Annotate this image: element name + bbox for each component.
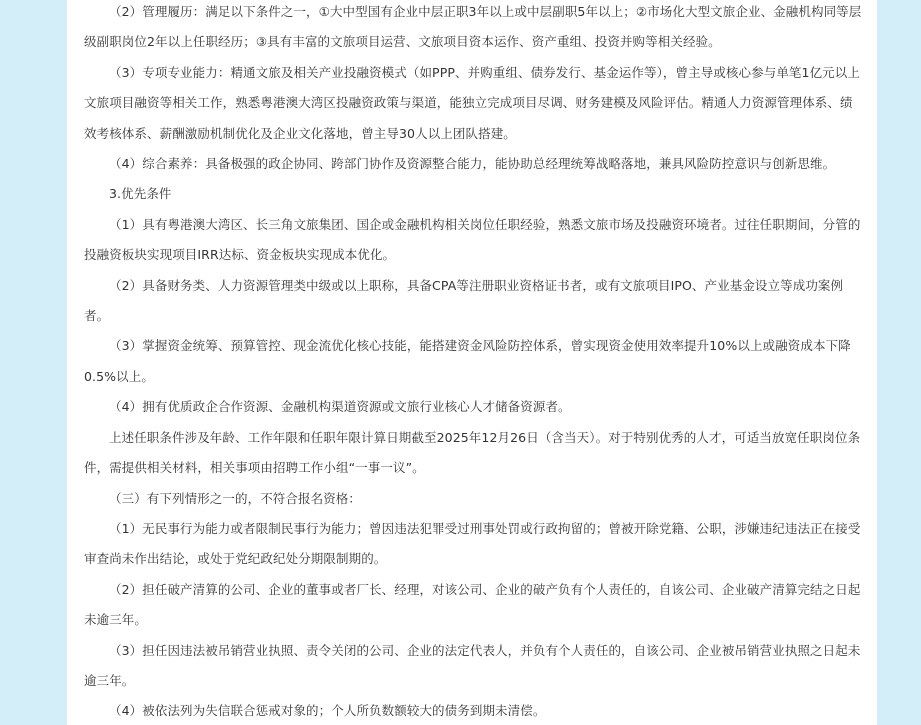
paragraph-preferred-3: （3）掌握资金统筹、预算管控、现金流优化核心技能，能搭建资金风险防控体系，曾实现资金使用效率提升10%以上或融资成本下降0.5%以上。 xyxy=(84,338,851,384)
paragraph-professional-ability: （3）专项专业能力：精通文旅及相关产业投融资模式（如PPP、并购重组、债券发行、基金运作等），曾主导或核心参与单笔1亿元以上文旅项目融资等相关工作，熟悉粤港澳大湾区投融资政策与渠道，能独立完成项目尽调、财务建模及风险评估。精通人力资源管理体系、绩效考核体系、薪酬激励机制优化及企业文化落地，曾主导30人以上团队搭建。 xyxy=(84,64,860,141)
paragraph-preferred-2: （2）具备财务类、人力资源管理类中级或以上职称，具备CPA等注册职业资格证书者，或有文旅项目IPO、产业基金设立等成功案例者。 xyxy=(84,277,844,324)
paragraph-management-experience: （2）管理履历：满足以下条件之一，①大中型国有企业中层正职3年以上或中层副职5年以上；②市场化大型文旅企业、金融机构同等层级副职岗位2年以上任职经历；③具有丰富的文旅项目运营、文旅项目资本运作、资产重组、投资并购等相关经验。 xyxy=(84,4,862,50)
section-heading-preferred-conditions: 3.优先条件 xyxy=(109,186,172,202)
paragraph-date-note: 上述任职条件涉及年龄、工作年限和任职年限计算日期截至2025年12月26日（含当天）。对于特别优秀的人才，可适当放宽任职岗位条件，需提供相关材料，相关事项由招聘工作小组“一事一议”。 xyxy=(84,429,861,476)
section-heading-disqualifications: （三）有下列情形之一的，不符合报名资格： xyxy=(109,490,362,506)
article-body xyxy=(67,0,864,725)
paragraph-preferred-4: （4）拥有优质政企合作资源、金融机构渠道资源或文旅行业核心人才储备资源者。 xyxy=(109,399,571,415)
paragraph-disqualification-4: （4）被依法列为失信联合惩戒对象的；个人所负数额较大的债务到期未清偿。 xyxy=(109,703,546,719)
paragraph-disqualification-3: （3）担任因违法被吊销营业执照、责令关闭的公司、企业的法定代表人，并负有个人责任的，自该公司、企业被吊销营业执照之日起未逾三年。 xyxy=(84,642,861,688)
paragraph-disqualification-1: （1）无民事行为能力或者限制民事行为能力；曾因违法犯罪受过刑事处罚或行政拘留的；曾被开除党籍、公职，涉嫌违纪违法正在接受审查尚未作出结论，或处于党纪政纪处分期限制期的。 xyxy=(84,520,861,567)
paragraph-preferred-1: （1）具有粤港澳大湾区、长三角文旅集团、国企或金融机构相关岗位任职经验，熟悉文旅市场及投融资环境者。过往任职期间，分管的投融资板块实现项目IRR达标、资金板块实现成本优化。 xyxy=(84,216,861,263)
paragraph-disqualification-2: （2）担任破产清算的公司、企业的董事或者厂长、经理，对该公司、企业的破产负有个人责任的，自该公司、企业破产清算完结之日起未逾三年。 xyxy=(84,581,861,628)
article-page xyxy=(67,0,877,725)
paragraph-comprehensive-quality: （4）综合素养：具备极强的政企协同、跨部门协作及资源整合能力，能协助总经理统筹战略落地，兼具风险防控意识与创新思维。 xyxy=(109,156,836,172)
